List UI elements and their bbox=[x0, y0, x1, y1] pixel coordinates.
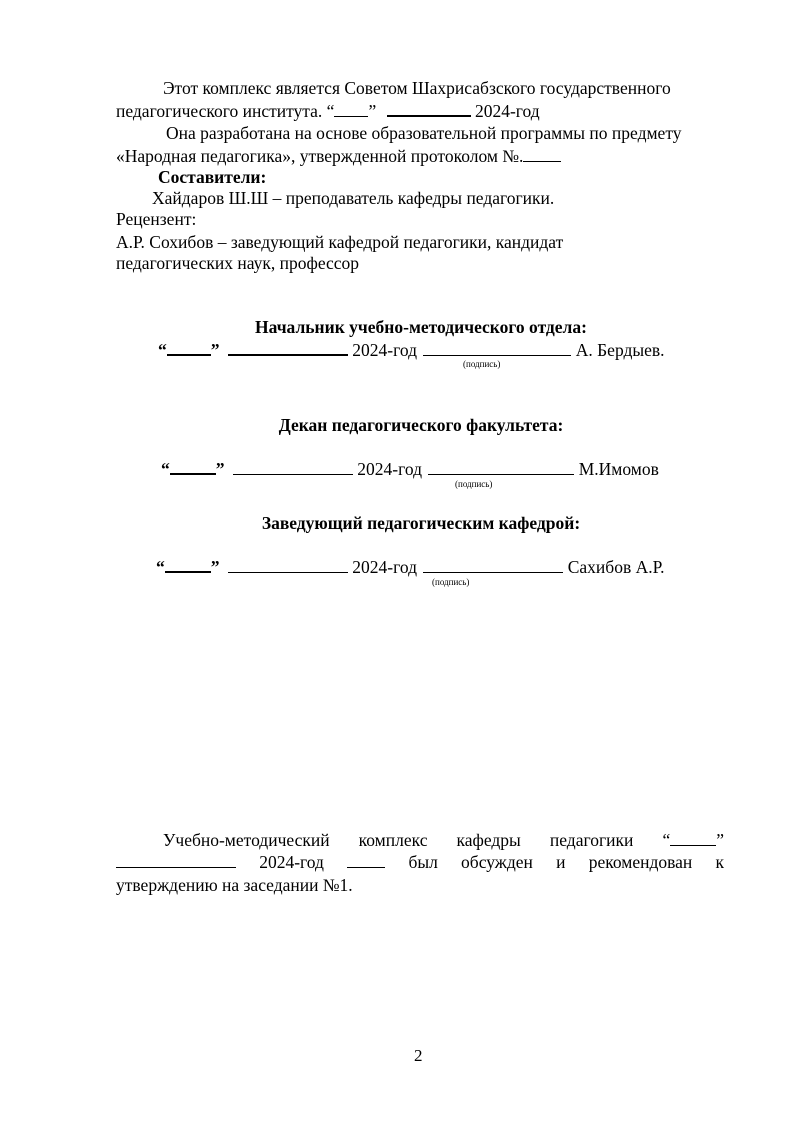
discussion-year: 2024-год bbox=[259, 852, 324, 872]
discussion-date-group bbox=[662, 830, 724, 850]
approval-2-signature-line bbox=[428, 458, 574, 475]
approval-1-signature-line bbox=[423, 339, 571, 356]
intro-line-1-text: Этот комплекс является Советом Шахрисабзского государственного bbox=[163, 78, 671, 98]
approval-2-open-quote: “ bbox=[161, 459, 170, 479]
approval-2-title: Декан педагогического факультета: bbox=[278, 415, 564, 435]
discussion-line-1-text: Учебно-методический комплекс кафедры педагогики bbox=[163, 830, 634, 850]
approval-3-close-quote: ” bbox=[210, 557, 220, 577]
approval-3-month-blank bbox=[228, 556, 348, 573]
discussion-open-quote: “ bbox=[662, 830, 671, 850]
approval-2-month-blank bbox=[233, 458, 353, 475]
approval-1-month-blank bbox=[228, 338, 348, 356]
intro-line-4 bbox=[116, 145, 561, 167]
approval-1-title: Начальник учебно-методического отдела: bbox=[255, 317, 587, 337]
discussion-protocol-blank bbox=[347, 851, 385, 868]
intro-line-2-prefix: педагогического института. “ bbox=[116, 101, 335, 121]
discussion-line-2-text: был обсужден и рекомендован к bbox=[408, 852, 725, 872]
compilers-heading: Составители: bbox=[158, 167, 267, 187]
intro-line-3-text: Она разработана на основе образовательной программы по предмету bbox=[166, 123, 682, 143]
approval-1-day-blank bbox=[167, 338, 211, 356]
intro-line-2-quote: ” bbox=[368, 101, 377, 121]
approval-1-row bbox=[158, 338, 665, 361]
reviewer-line-1: А.Р. Сохибов – заведующий кафедрой педагогики, кандидат bbox=[116, 232, 564, 252]
discussion-close-quote: ” bbox=[716, 830, 725, 850]
approval-2-close-quote: ” bbox=[215, 459, 225, 479]
month-blank bbox=[387, 99, 471, 117]
approval-3-open-quote: “ bbox=[156, 557, 165, 577]
approval-1-open-quote: “ bbox=[158, 340, 167, 360]
approval-3-signature-caption: (подпись) bbox=[432, 577, 470, 587]
intro-line-3 bbox=[166, 122, 682, 144]
discussion-month-blank bbox=[116, 851, 236, 868]
discussion-line-2 bbox=[116, 851, 724, 873]
discussion-line-1 bbox=[163, 829, 724, 851]
approval-1-name: А. Бердыев. bbox=[575, 340, 665, 360]
reviewer-line-2: педагогических наук, профессор bbox=[116, 253, 360, 273]
intro-line-4-text: «Народная педагогика», утвержденной протоколом №. bbox=[116, 146, 524, 166]
approval-2-name: М.Имомов bbox=[578, 459, 659, 479]
approval-1-year: 2024-год bbox=[352, 340, 417, 360]
discussion-line-3: утверждению на заседании №1. bbox=[116, 875, 353, 895]
approval-1-close-quote: ” bbox=[210, 340, 220, 360]
approval-2-row bbox=[161, 457, 659, 480]
approval-2-day-blank bbox=[170, 457, 216, 475]
page-number: 2 bbox=[414, 1046, 423, 1065]
intro-line-2 bbox=[116, 99, 540, 122]
approval-3-title: Заведующий педагогическим кафедрой: bbox=[261, 513, 581, 533]
approval-2-year: 2024-год bbox=[357, 459, 422, 479]
discussion-day-blank bbox=[670, 829, 716, 846]
compilers-member: Хайдаров Ш.Ш – преподаватель кафедры педагогики. bbox=[152, 188, 555, 208]
intro-line-2-year: 2024-год bbox=[470, 101, 540, 121]
approval-2-signature-caption: (подпись) bbox=[455, 479, 493, 489]
approval-3-signature-line bbox=[423, 556, 563, 573]
reviewer-heading: Рецензент: bbox=[116, 209, 197, 229]
protocol-blank bbox=[523, 145, 561, 162]
approval-3-name: Сахибов А.Р. bbox=[567, 557, 665, 577]
approval-3-row bbox=[156, 555, 665, 578]
approval-3-day-blank bbox=[165, 555, 211, 573]
date-blank bbox=[334, 100, 368, 117]
approval-3-year: 2024-год bbox=[352, 557, 417, 577]
intro-line-1 bbox=[163, 77, 671, 99]
approval-1-signature-caption: (подпись) bbox=[463, 359, 501, 369]
